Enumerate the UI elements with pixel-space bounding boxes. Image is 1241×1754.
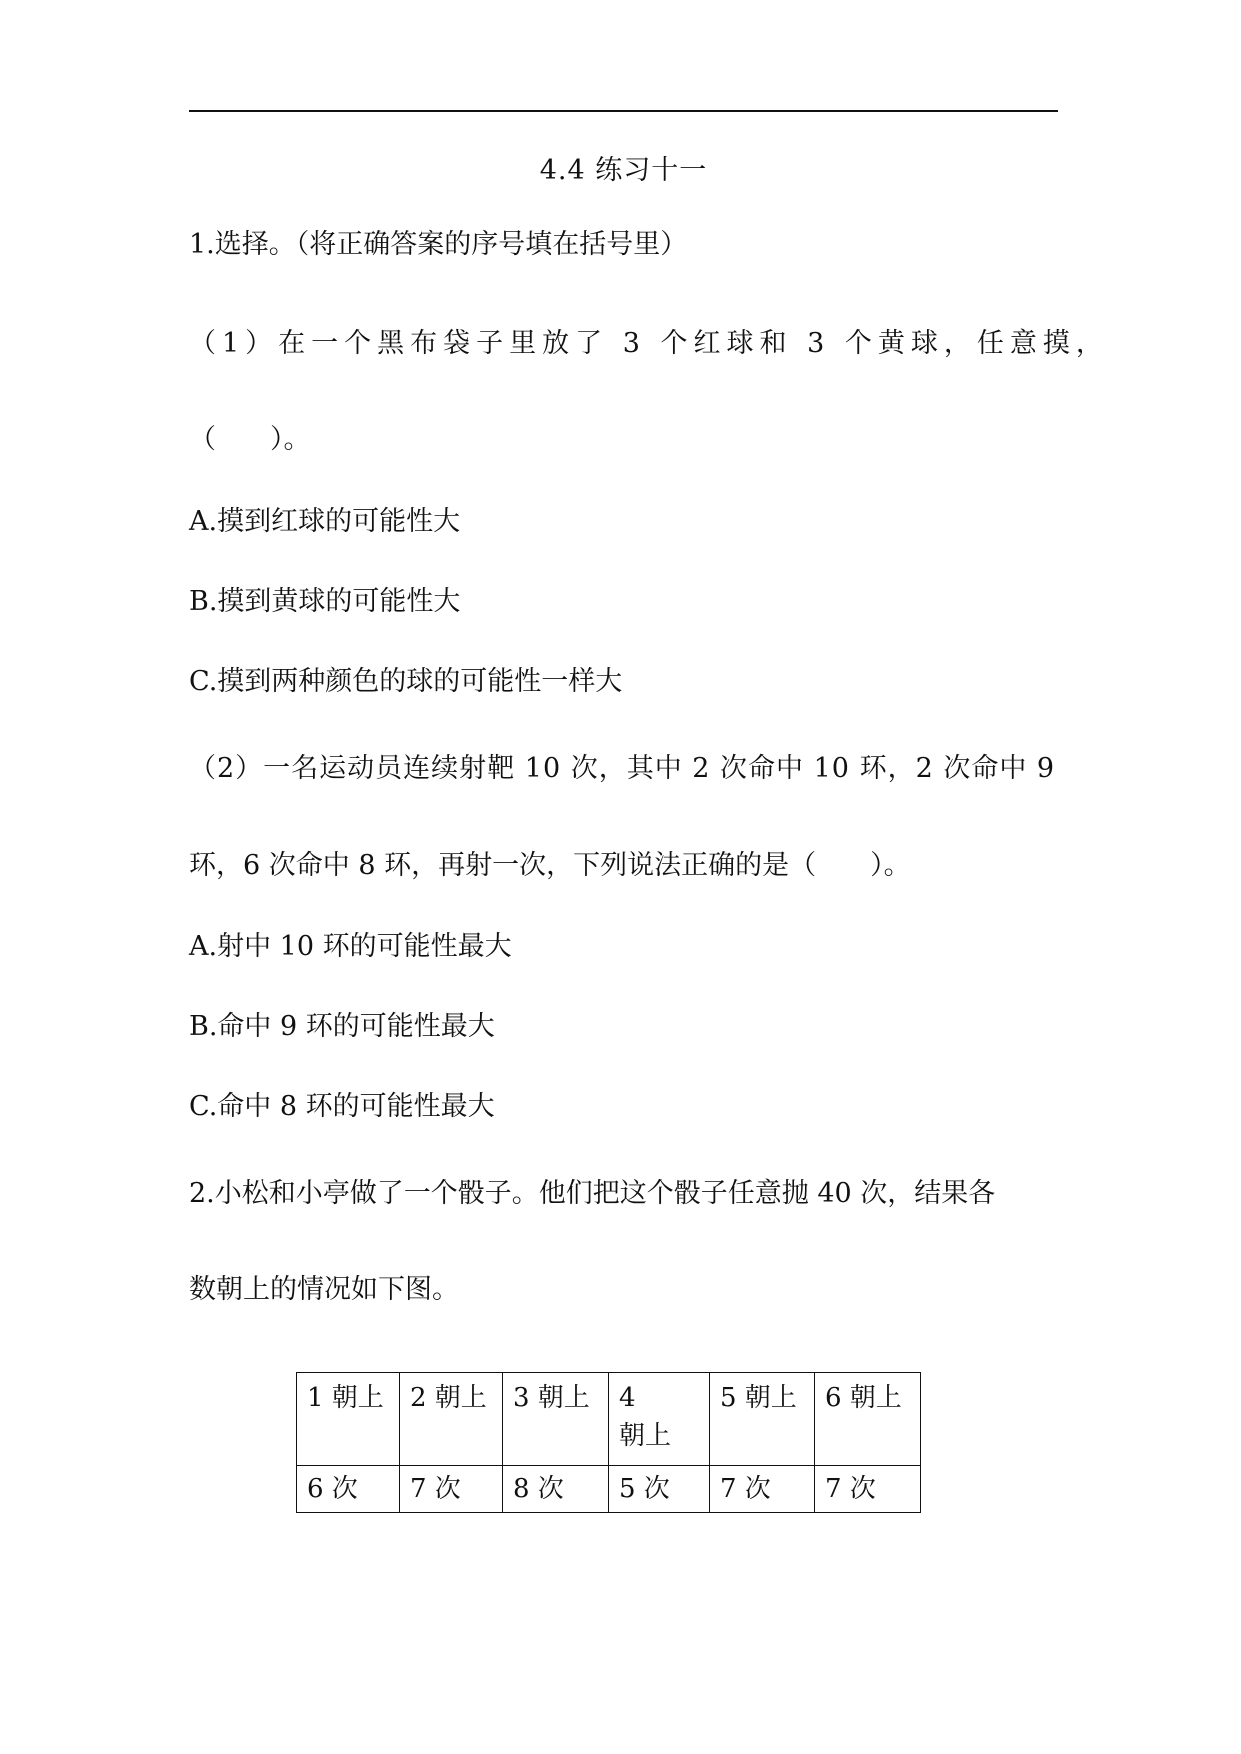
table-header-cell: 1 朝上 (297, 1373, 400, 1466)
question-1-2-option-a: A.射中 10 环的可能性最大 (189, 931, 512, 962)
table-header-cell: 6 朝上 (815, 1373, 921, 1466)
question-1-1-option-c: C.摸到两种颜色的球的可能性一样大 (189, 666, 623, 697)
question-1-1-stem-line-1: （1）在一个黑布袋子里放了 3 个红球和 3 个黄球，任意摸， (189, 328, 1109, 359)
question-1-1-option-a: A.摸到红球的可能性大 (189, 506, 461, 537)
question-1-2-stem-line-2: 环，6 次命中 8 环，再射一次，下列说法正确的是（ ）。 (189, 850, 911, 881)
question-1-heading: 1.选择。（将正确答案的序号填在括号里） (189, 229, 688, 260)
question-2-stem-line-1: 2.小松和小亭做了一个骰子。他们把这个骰子任意抛 40 次，结果各 (189, 1178, 996, 1209)
question-1-1-stem-line-2: （ ）。 (189, 424, 311, 455)
table-cell: 7 次 (815, 1466, 921, 1513)
question-1-2-stem-line-1: （2）一名运动员连续射靶 10 次，其中 2 次命中 10 环，2 次命中 9 (189, 753, 1056, 784)
header-rule (189, 110, 1058, 112)
question-2-stem-line-2: 数朝上的情况如下图。 (189, 1274, 459, 1305)
table-header-cell: 4 朝上 (609, 1373, 710, 1466)
table-header-cell: 5 朝上 (710, 1373, 815, 1466)
question-1-2-option-b: B.命中 9 环的可能性最大 (189, 1011, 495, 1042)
page-title: 4.4 练习十一 (539, 155, 708, 186)
question-1-2-option-c: C.命中 8 环的可能性最大 (189, 1091, 495, 1122)
table-cell: 7 次 (400, 1466, 503, 1513)
table-header-cell: 3 朝上 (503, 1373, 609, 1466)
question-1-1-option-b: B.摸到黄球的可能性大 (189, 586, 461, 617)
table-cell: 8 次 (503, 1466, 609, 1513)
table-cell: 6 次 (297, 1466, 400, 1513)
table-header-cell: 2 朝上 (400, 1373, 503, 1466)
table-header-row (297, 1373, 921, 1466)
dice-results-table (296, 1372, 921, 1513)
table-cell: 7 次 (710, 1466, 815, 1513)
table-cell: 5 次 (609, 1466, 710, 1513)
table-row (297, 1466, 921, 1513)
